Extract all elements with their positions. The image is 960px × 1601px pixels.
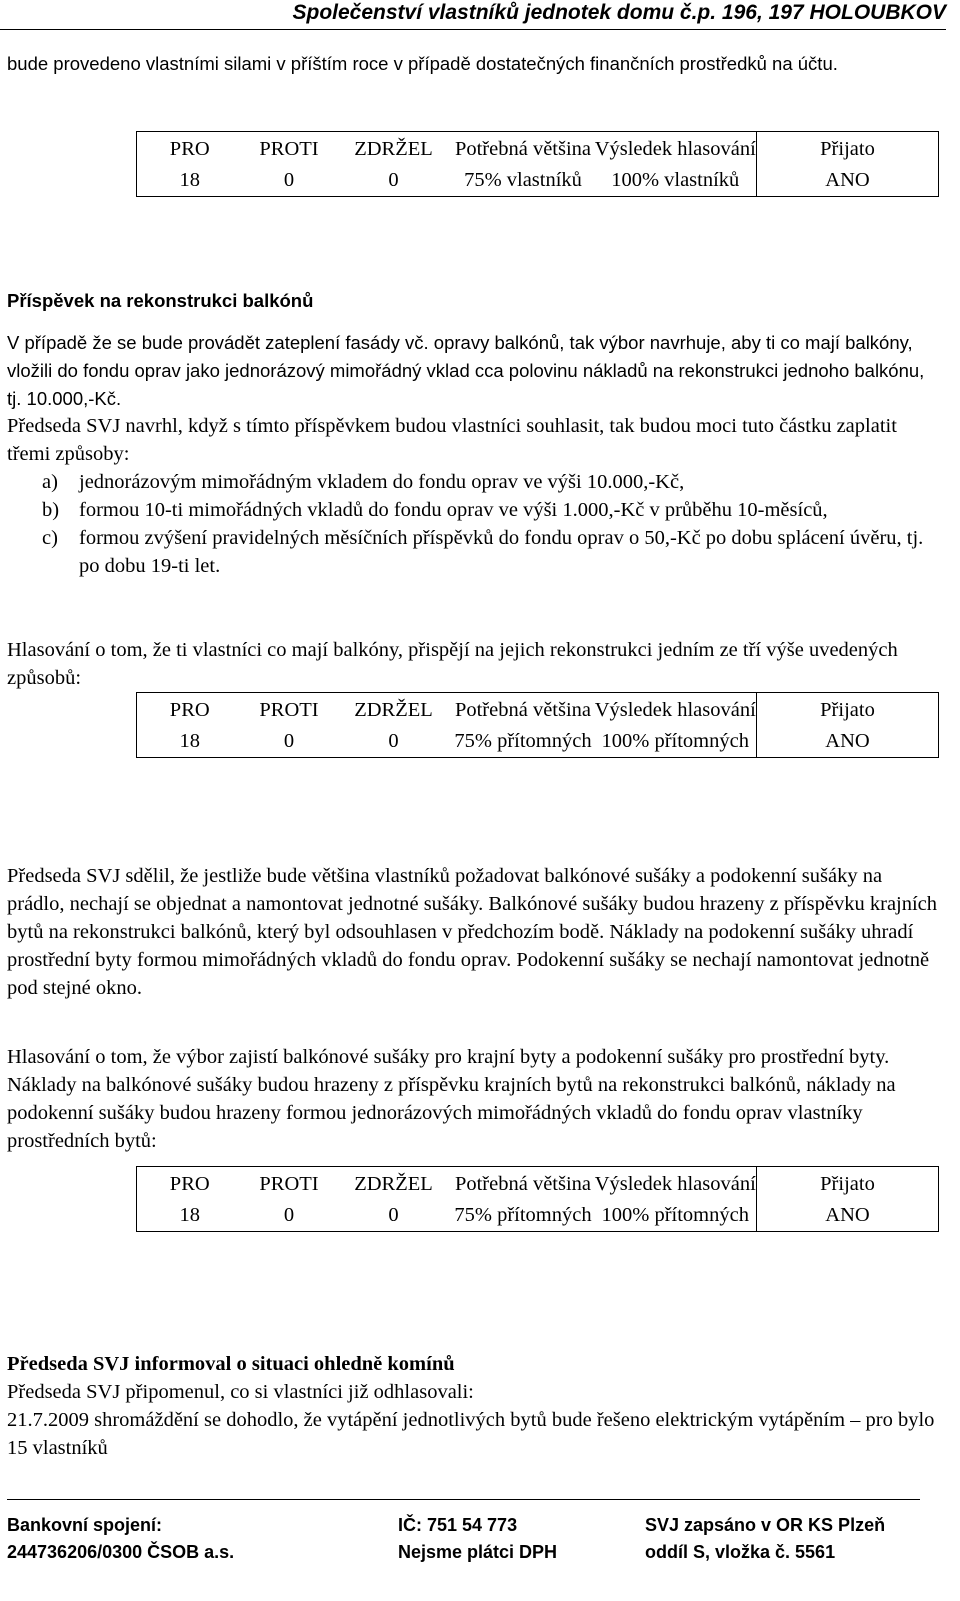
value-pro: 18: [179, 1204, 200, 1226]
list-item: [42, 496, 942, 524]
chair-proposal-paragraph: Předseda SVJ navrhl, když s tímto příspěvkem budou vlastníci souhlasit, tak budou moci tuto částku zaplatit třemi způsoby:: [7, 415, 897, 465]
header-pro: PRO: [169, 138, 210, 160]
vote-table-header-row: [137, 132, 939, 166]
value-accepted: ANO: [757, 165, 939, 197]
vote-table-2: [136, 692, 939, 758]
header-vote-result: Výsledek hlasování: [594, 1173, 756, 1195]
footer-vat: Nejsme plátci DPH: [398, 1542, 558, 1562]
list-item-text: formou 10-ti mimořádných vkladů do fondu oprav ve výši 1.000,-Kč v průběhu 10-měsíců,: [79, 499, 828, 521]
value-zdrzel: 0: [388, 1204, 399, 1226]
chimneys-line-2: 21.7.2009 shromáždění se dohodlo, že vytápění jednotlivých bytů bude řešeno elektrickým vytápěním – pro bylo 15 vlastníků: [7, 1409, 935, 1459]
chimneys-line-1: Předseda SVJ připomenul, co si vlastníci již odhlasovali:: [7, 1381, 474, 1403]
header-proti: PROTI: [259, 699, 319, 721]
value-vote-result: 100% přítomných: [601, 1204, 749, 1226]
header-required-majority: Potřebná většina: [454, 1173, 592, 1195]
value-zdrzel: 0: [388, 730, 399, 752]
value-required-majority: 75% vlastníků: [464, 169, 582, 191]
header-zdrzel: ZDRŽEL: [354, 1173, 433, 1195]
list-item-text: jednorázovým mimořádným vkladem do fondu oprav ve výši 10.000,-Kč,: [79, 471, 685, 493]
list-marker: a): [42, 471, 58, 493]
value-zdrzel: 0: [388, 169, 399, 191]
vote-table-3: [136, 1166, 939, 1232]
list-marker: b): [42, 499, 60, 521]
balcony-vote-intro: Hlasování o tom, že ti vlastníci co mají balkóny, přispějí na jejich rekonstrukci jedním ze tří výše uvedených způsobů:: [7, 639, 898, 689]
footer-divider: [7, 1499, 920, 1500]
header-accepted: Přijato: [757, 132, 939, 166]
header-required-majority: Potřebná většina: [454, 138, 592, 160]
footer-registry-1: SVJ zapsáno v OR KS Plzeň: [645, 1515, 886, 1535]
list-item: [42, 524, 942, 580]
footer-bank-column: [7, 1512, 234, 1566]
balcony-paragraph: V případě že se bude provádět zateplení fasády vč. opravy balkónů, tak výbor navrhuje, aby ti co mají balkóny, vložili do fondu oprav jako jednorázový mimořádný vklad cca polovinu nákladů na rekonstrukci jednoho balkónu, tj. 10.000,-Kč.: [7, 332, 925, 409]
header-vote-result: Výsledek hlasování: [594, 138, 756, 160]
header-accepted: Přijato: [757, 693, 939, 727]
value-pro: 18: [179, 730, 200, 752]
footer-registry-column: [645, 1512, 885, 1566]
value-required-majority: 75% přítomných: [454, 1204, 592, 1226]
list-item: [42, 468, 942, 496]
value-proti: 0: [283, 1204, 295, 1226]
header-divider: [0, 29, 946, 30]
header-accepted: Přijato: [757, 1167, 939, 1201]
header-required-majority: Potřebná většina: [454, 699, 592, 721]
value-proti: 0: [283, 169, 295, 191]
vote-table-value-row: [137, 1200, 939, 1232]
header-vote-result: Výsledek hlasování: [594, 699, 756, 721]
header-pro: PRO: [169, 699, 210, 721]
vote-table-1: [136, 131, 939, 197]
list-marker: c): [42, 527, 58, 549]
vote-table-value-row: [137, 165, 939, 197]
value-pro: 18: [179, 169, 200, 191]
list-item-text: formou zvýšení pravidelných měsíčních příspěvků do fondu oprav o 50,-Kč po dobu splácení úvěru, tj. po dobu 19-ti let.: [79, 527, 924, 577]
payment-options-list: [42, 468, 942, 580]
footer-id-column: [398, 1512, 557, 1566]
chimneys-heading: Předseda SVJ informoval o situaci ohledně komínů: [7, 1353, 455, 1375]
value-accepted: ANO: [757, 1200, 939, 1232]
footer-bank-label: Bankovní spojení:: [7, 1515, 163, 1535]
value-accepted: ANO: [757, 726, 939, 758]
header-pro: PRO: [169, 1173, 210, 1195]
value-proti: 0: [283, 730, 295, 752]
header-proti: PROTI: [259, 1173, 319, 1195]
header-proti: PROTI: [259, 138, 319, 160]
balcony-heading: Příspěvek na rekonstrukci balkónů: [7, 290, 314, 311]
footer-ic: IČ: 751 54 773: [398, 1515, 518, 1535]
value-required-majority: 75% přítomných: [454, 730, 592, 752]
page-header-title: Společenství vlastníků jednotek domu č.p. 196, 197 HOLOUBKOV: [292, 1, 946, 24]
value-vote-result: 100% vlastníků: [611, 169, 740, 191]
vote-table-header-row: [137, 693, 939, 727]
dryers-vote-intro: Hlasování o tom, že výbor zajistí balkónové sušáky pro krajní byty a podokenní sušáky pro prostřední byty. Náklady na balkónové sušáky budou hrazeny z příspěvku krajních bytů na rekonstrukci balkónů, náklady na podokenní sušáky budou hrazeny formou jednorázových mimořádných vkladů do fondu oprav vlastníky prostředních bytů:: [7, 1046, 896, 1152]
footer-registry-2: oddíl S, vložka č. 5561: [645, 1542, 836, 1562]
vote-table-header-row: [137, 1167, 939, 1201]
dryers-paragraph: Předseda SVJ sdělil, že jestliže bude většina vlastníků požadovat balkónové sušáky a podokenní sušáky na prádlo, nechají se objednat a namontovat jednotné sušáky. Balkónové sušáky budou hrazeny z příspěvku krajních bytů na rekonstrukci balkónů, který byl odsouhlasen v předchozím bodě. Náklady na podokenní sušáky uhradí prostřední byty formou mimořádných vkladů do fondu oprav. Podokenní sušáky se nechají namontovat jednotně pod stejné okno.: [7, 865, 938, 999]
header-zdrzel: ZDRŽEL: [354, 699, 433, 721]
value-vote-result: 100% přítomných: [601, 730, 749, 752]
header-zdrzel: ZDRŽEL: [354, 138, 433, 160]
vote-table-value-row: [137, 726, 939, 758]
intro-paragraph: bude provedeno vlastními silami v příštím roce v případě dostatečných finančních prostředků na účtu.: [7, 53, 838, 74]
footer-bank-value: 244736206/0300 ČSOB a.s.: [7, 1542, 235, 1562]
